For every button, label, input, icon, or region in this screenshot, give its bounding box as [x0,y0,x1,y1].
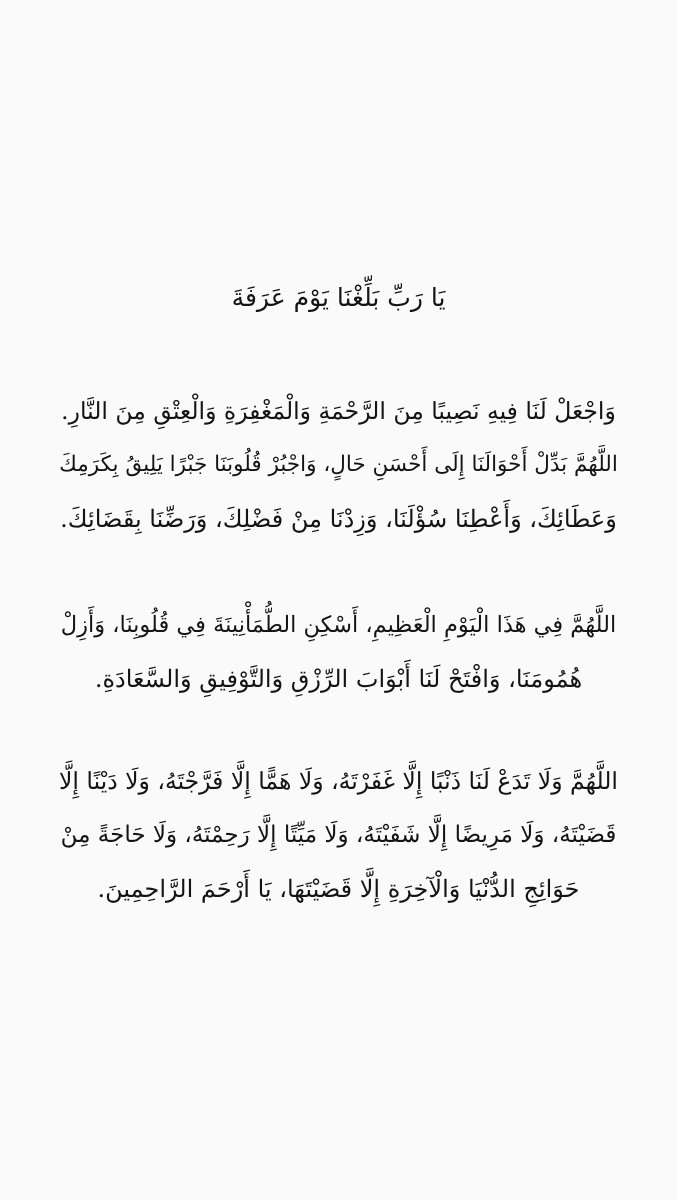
dua-line: اللَّهُمَّ بَدِّلْ أَحْوَالَنَا إِلَى أَحْسَنِ حَالٍ، وَاجْبُرْ قُلُوبَنَا جَبْرًا يَلِيقُ بِكَرَمِكَ [59,452,618,477]
dua-line: وَاجْعَلْ لَنَا فِيهِ نَصِيبًا مِنَ الرَّحْمَةِ وَالْمَغْفِرَةِ وَالْعِتْقِ مِنَ النَّارِ. [61,397,616,425]
dua-paragraph-3 [58,754,619,916]
dua-paragraph-2 [58,598,619,706]
dua-paragraph-1 [58,384,619,546]
dua-line: حَوَائِجِ الدُّنْيَا وَالْآخِرَةِ إِلَّا قَضَيْتَهَا، يَا أَرْحَمَ الرَّاحِمِينَ. [97,875,580,903]
dua-line: هُمُومَنَا، وَافْتَحْ لَنَا أَبْوَابَ الرِّزْقِ وَالتَّوْفِيقِ وَالسَّعَادَةِ. [94,665,583,693]
dua-line: اللَّهُمَّ فِي هَذَا الْيَوْمِ الْعَظِيمِ، أَسْكِنِ الطُّمَأْنِينَةَ فِي قُلُوبِنَا، وَأَزِلْ [60,612,617,638]
dua-title: يَا رَبِّ بَلِّغْنَا يَوْمَ عَرَفَةَ [231,283,446,312]
dua-line: قَضَيْتَهُ، وَلَا مَرِيضًا إِلَّا شَفَيْتَهُ، وَلَا مَيِّتًا إِلَّا رَحِمْتَهُ، وَلَا حَاجَةً مِنْ [60,822,617,848]
dua-line: وَعَطَائِكَ، وَأَعْطِنَا سُؤْلَنَا، وَزِدْنَا مِنْ فَضْلِكَ، وَرَضِّنَا بِقَضَائِكَ. [60,505,617,533]
dua-line: اللَّهُمَّ وَلَا تَدَعْ لَنَا ذَنْبًا إِلَّا غَفَرْتَهُ، وَلَا هَمًّا إِلَّا فَرَّجْتَهُ، وَلَا دَيْنًا إِلَّا [59,767,618,795]
